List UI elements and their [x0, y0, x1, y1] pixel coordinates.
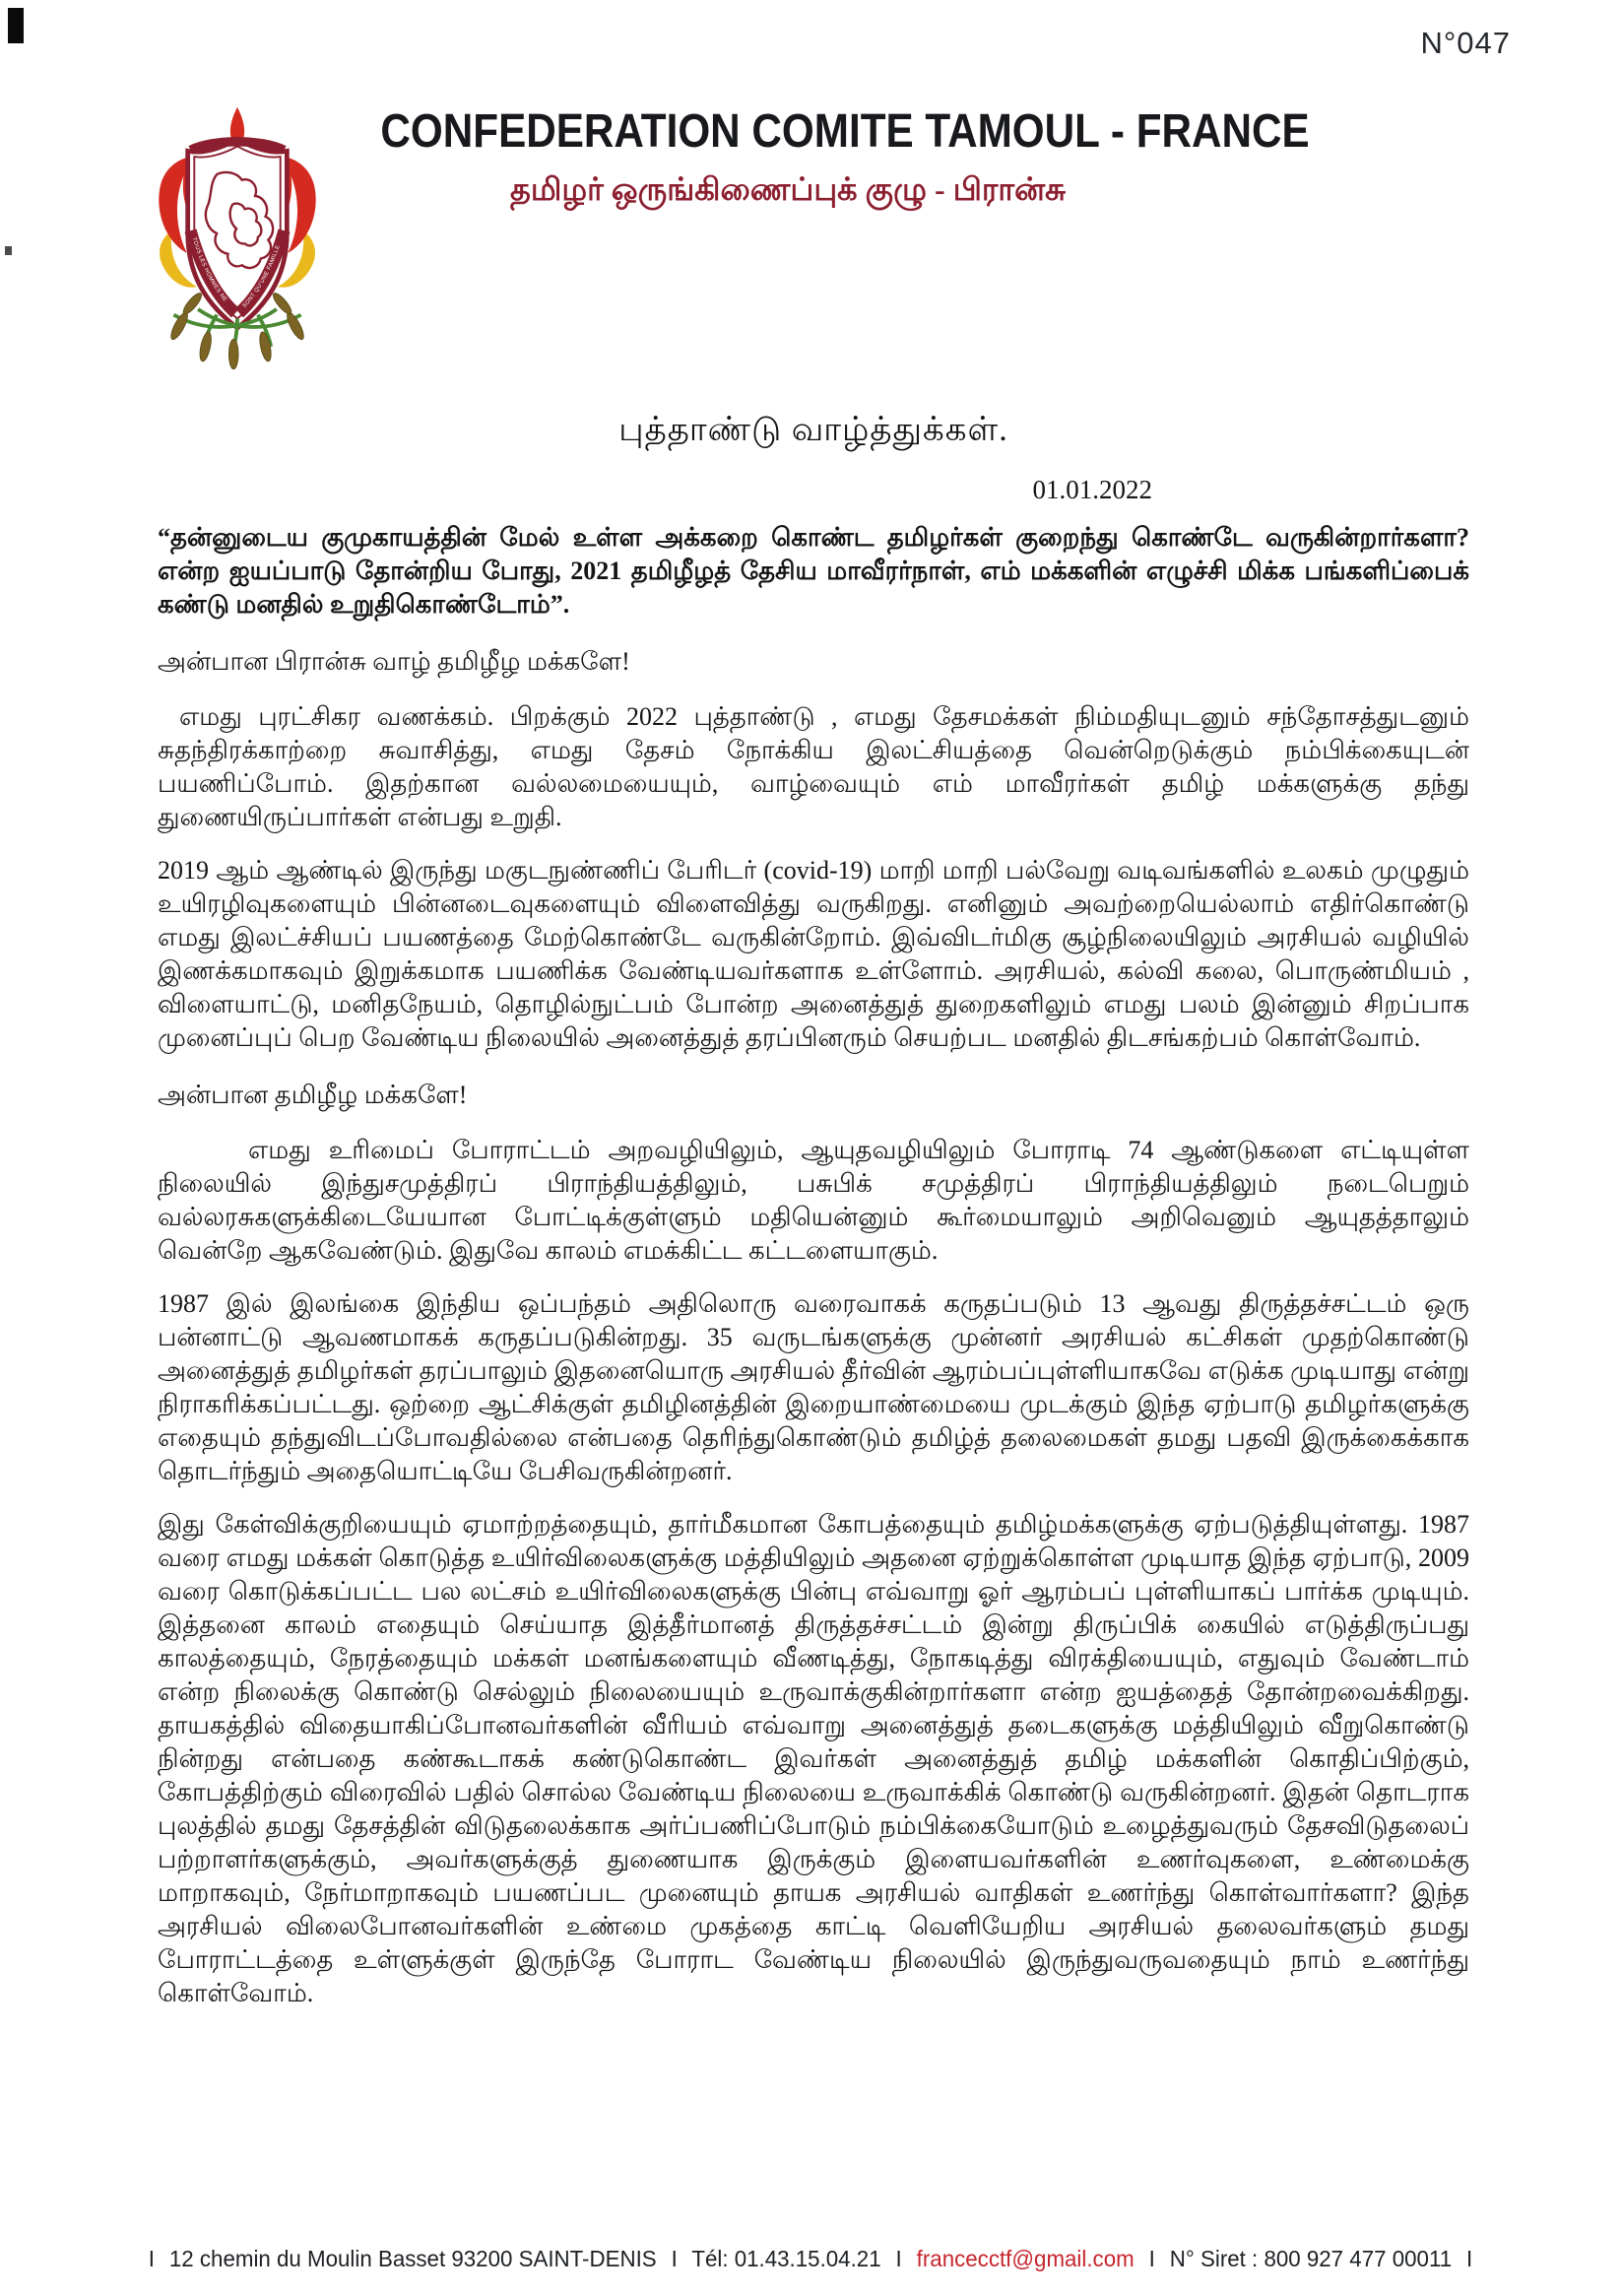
footer-separator: I [671, 2246, 678, 2271]
organization-logo [144, 89, 331, 376]
salutation-tamil-eelam: அன்பான தமிழீழ மக்களே! [158, 1081, 468, 1109]
letter-body [158, 412, 1469, 2030]
footer-separator: I [148, 2246, 155, 2271]
footer-separator: I [895, 2246, 902, 2271]
organization-name: CONFEDERATION COMITE TAMOUL - FRANCE [380, 105, 1310, 158]
letter-title: புத்தாண்டு வாழ்த்துக்கள். [618, 412, 1008, 448]
letter-date: 01.01.2022 [1032, 475, 1152, 504]
logo-motto-right: SONT QU'UNE FAMILLE [241, 244, 282, 309]
document-number: N°047 [1420, 26, 1511, 60]
logo-motto-left: TOUS LES HOMMES NE [190, 236, 228, 303]
footer-email: francecctf@gmail.com [916, 2246, 1135, 2271]
footer-phone: Tél: 01.43.15.04.21 [691, 2246, 881, 2271]
paragraph-13th-amendment-criticism: இது கேள்விக்குறியையும் ஏமாற்றத்தையும், தார்மீகமான கோபத்தையும் தமிழ்மக்களுக்கு ஏற்படுத்தியுள்ளது. 1987 வரை எமது மக்கள் கொடுத்த உயிர்விலைகளுக்கு மத்தியிலும் அதனை ஏற்றுக்கொள்ள முடியாத இந்த ஏற்பாடு, 2009 வரை கொடுக்கப்பட்ட பல லட்சம் உயிர்விலைகளுக்கு பின்பு எவ்வாறு ஓர் ஆரம்பப் புள்ளியாகப் பார்க்க முடியும். இத்தனை காலம் எதையும் செய்யாத இத்தீர்மானத் திருத்தச்சட்டம் இன்று திருப்பிக் கையில் எடுத்திருப்பது காலத்தையும், நேரத்தையும் மக்கள் மனங்களையும் வீணடித்து, நோகடித்து விரக்தியையும், எதுவும் வேண்டாம் என்ற நிலைக்கு கொண்டு செல்லும் நிலையையும் உருவாக்குகின்றார்களா என்ற ஐயத்தைத் தோன்றவைக்கிறது. தாயகத்தில் விதையாகிப்போனவர்களின் வீரியம் எவ்வாறு அனைத்துத் தடைகளுக்கு மத்தியிலும் வீறுகொண்டு நின்றது என்பதை கண்கூடாகக் கண்டுகொண்ட இவர்கள் அனைத்துத் தமிழ் மக்களின் கொதிப்பிற்கும், கோபத்திற்கும் விரைவில் பதில் சொல்ல வேண்டிய நிலையை உருவாக்கிக் கொண்டு வருகின்றனர். இதன் தொடராக புலத்தில் தமது தேசத்தின் விடுதலைக்காக அர்ப்பணிப்போடும் நம்பிக்கையோடும் உழைத்துவரும் தேசவிடுதலைப் பற்றாளர்களுக்கும், அவர்களுக்குத் துணையாக இருக்கும் இளையவர்களின் உணர்வுகளை, உண்மைக்கு மாறாகவும், நேர்மாறாகவும் பயணப்பட முனையும் தாயக அரசியல் வாதிகள் உணர்ந்து கொள்வார்களா? இந்த அரசியல் விலைபோனவர்களின் உண்மை முகத்தை காட்டி வெளியேறிய அரசியல் தலைவர்களும் தமது போராட்டத்தை உள்ளுக்குள் இருந்தே போராட வேண்டிய நிலையில் இருந்துவருவதையும் நாம் உணர்ந்து கொள்வோம். [158, 1510, 1469, 2007]
footer-separator: I [1466, 2246, 1473, 2271]
paragraph-new-year-greeting: எமது புரட்சிகர வணக்கம். பிறக்கும் 2022 புத்தாண்டு , எமது தேசமக்கள் நிம்மதியுடனும் சந்தோசத்துடனும் சுதந்திரக்காற்றை சுவாசித்து, எமது தேசம் நோக்கிய இலட்சியத்தை வென்றெடுக்கும் நம்பிக்கையுடன் பயணிப்போம். இதற்கான வல்லமையையும், வாழ்வையும் எம் மாவீரர்கள் தமிழ் மக்களுக்கு தந்து துணையிருப்பார்கள் என்பது உறுதி. [158, 702, 1470, 831]
footer-contact-line [25, 2246, 1597, 2272]
salutation-france-tamils: அன்பான பிரான்சு வாழ் தமிழீழ மக்களே! [158, 647, 630, 676]
crest-flame-shield-icon [144, 89, 331, 376]
footer-siret: N° Siret : 800 927 477 00011 [1169, 2246, 1453, 2271]
paragraph-struggle-74-years: எமது உரிமைப் போராட்டம் அறவழியிலும், ஆயுதவழியிலும் போராடி 74 ஆண்டுகளை எட்டியுள்ள நிலையில் இந்துசமுத்திரப் பிராந்தியத்திலும், பசுபிக் சமுத்திரப் பிராந்தியத்திலும் நடைபெறும் வல்லரசுகளுக்கிடையேயான போட்டிக்குள்ளும் மதியென்னும் கூர்மையாலும் அறிவெனும் ஆயுதத்தாலும் வென்றே ஆகவேண்டும். இதுவே காலம் எமக்கிட்ட கட்டளையாகும். [158, 1136, 1469, 1265]
paragraph-covid: 2019 ஆம் ஆண்டில் இருந்து மகுடநுண்ணிப் பேரிடர் (covid-19) மாறி மாறி பல்வேறு வடிவங்களில் உலகம் முழுதும் உயிரழிவுகளையும் பின்னடைவுகளையும் விளைவித்து வருகிறது. எனினும் அவற்றையெல்லாம் எதிர்கொண்டு எமது இலட்ச்சியப் பயணத்தை மேற்கொண்டே வருகின்றோம். இவ்விடர்மிகு சூழ்நிலையிலும் அரசியல் வழியில் இணக்கமாகவும் இறுக்கமாக பயணிக்க வேண்டியவர்களாக உள்ளோம். அரசியல், கல்வி கலை, பொருண்மியம் , விளையாட்டு, மனிதநேயம், தொழில்நுட்பம் போன்ற அனைத்துத் துறைகளிலும் எமது பலம் இன்னும் சிறப்பாக முனைப்புப் பெற வேண்டிய நிலையில் அனைத்துத் தரப்பினரும் செயற்பட மனதில் திடசங்கற்பம் கொள்வோம். [158, 856, 1469, 1052]
scan-artifact [5, 246, 12, 255]
footer-separator: I [1148, 2246, 1155, 2271]
footer-address: 12 chemin du Moulin Basset 93200 SAINT-DENIS [168, 2246, 657, 2271]
organization-name-tamil: தமிழர் ஒருங்கிணைப்புக் குழு - பிரான்சு [509, 171, 1067, 207]
paragraph-1987-accord: 1987 இல் இலங்கை இந்திய ஒப்பந்தம் அதிலொரு வரைவாகக் கருதப்படும் 13 ஆவது திருத்தச்சட்டம் ஒரு பன்னாட்டு ஆவணமாகக் கருதப்படுகின்றது. 35 வருடங்களுக்கு முன்னர் அரசியல் கட்சிகள் முதற்கொண்டு அனைத்துத் தமிழர்கள் தரப்பாலும் இதனையொரு அரசியல் தீர்வின் ஆரம்பப்புள்ளியாகவே எடுக்க முடியாது என்று நிராகரிக்கப்பட்டது. ஒற்றை ஆட்சிக்குள் தமிழினத்தின் இறையாண்மையை முடக்கும் இந்த ஏற்பாடு தமிழர்களுக்கு எதையும் தந்துவிடப்போவதில்லை என்பதை தெரிந்துகொண்டும் தமிழ்த் தலைமைகள் தமது பதவி இருக்கைக்காக தொடர்ந்தும் அதையொட்டியே பேசிவருகின்றனர். [158, 1289, 1469, 1485]
quote-paragraph: “தன்னுடைய குமுகாயத்தின் மேல் உள்ள அக்கறை கொண்ட தமிழர்கள் குறைந்து கொண்டே வருகின்றார்களா? என்ற ஐயப்பாடு தோன்றிய போது, 2021 தமிழீழத் தேசிய மாவீரர்நாள், எம் மக்களின் எழுச்சி மிக்க பங்களிப்பைக் கண்டு மனதில் உறுதிகொண்டோம்”. [158, 523, 1469, 619]
scan-artifact [8, 8, 24, 43]
